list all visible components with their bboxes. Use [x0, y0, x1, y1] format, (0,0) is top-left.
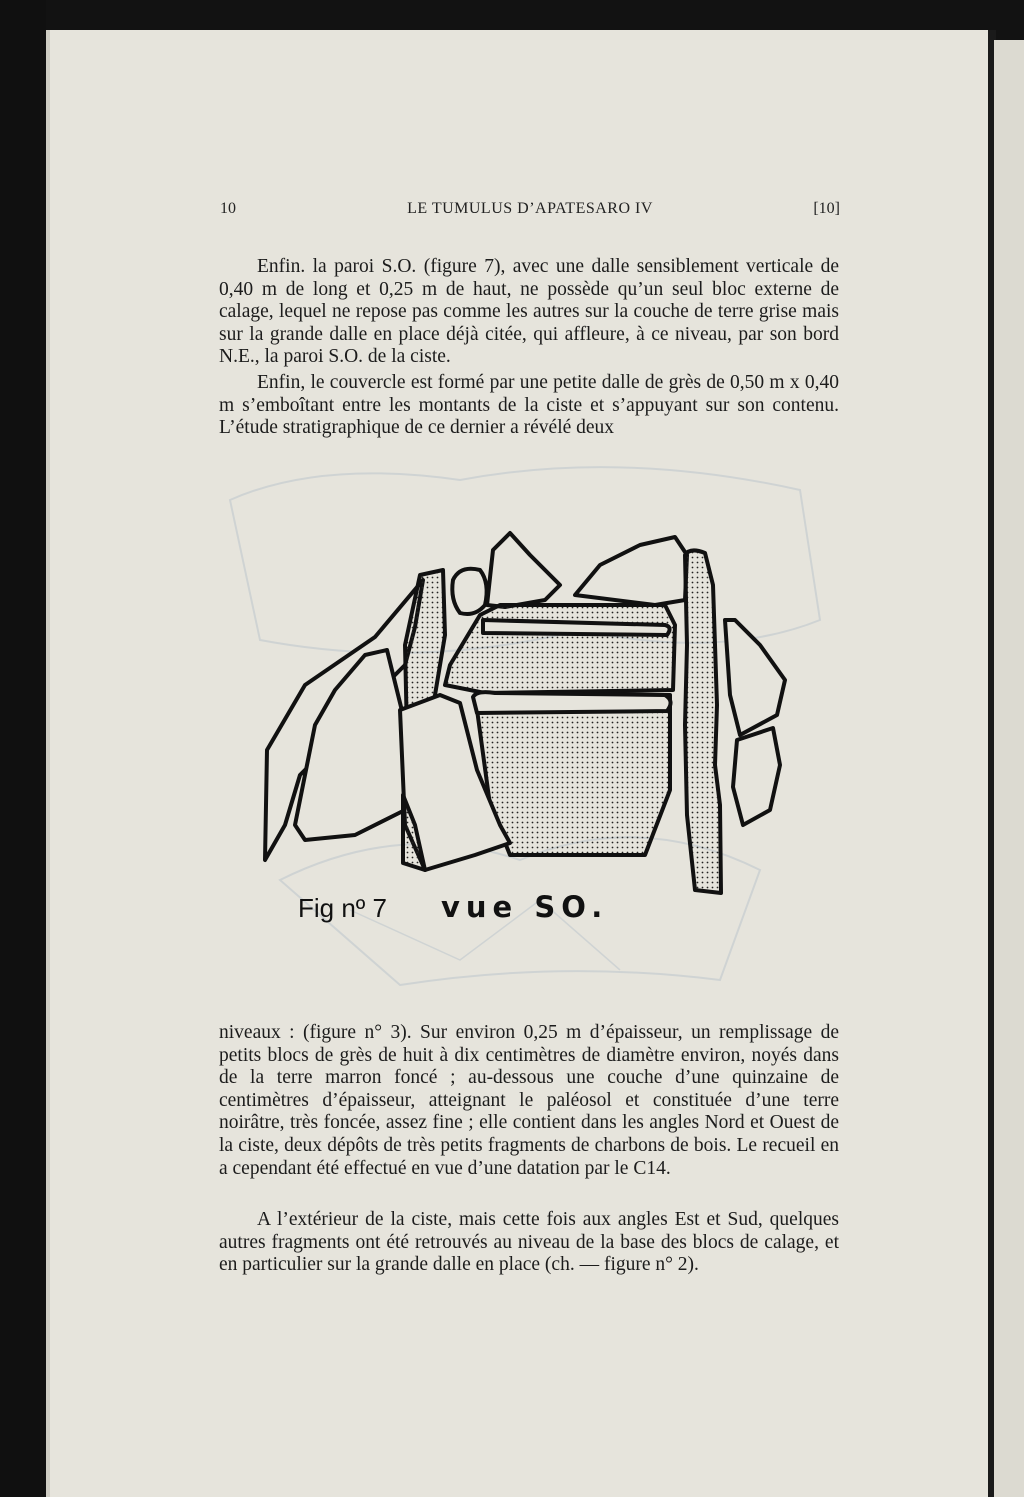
right-vertical-post: [685, 550, 721, 893]
right-lower-stone: [733, 728, 780, 825]
running-title: LE TUMULUS D’APATESARO IV: [407, 200, 653, 217]
paragraph: A l’extérieur de la ciste, mais cette fois aux angles Est et Sud, quelques autres fragments ont été retrouvés au niveau de la base des blocs de calage, et en particulier sur la grande dalle en place (ch. — figure n° 2).: [219, 1209, 839, 1276]
cist-drawing: [255, 525, 790, 905]
page-edge: [46, 30, 50, 1497]
facing-page-edge: [994, 40, 1024, 1497]
running-header: [220, 200, 840, 222]
top-right-stone: [575, 537, 687, 605]
paragraph: Enfin. la paroi S.O. (figure 7), avec une dalle sensiblement verticale de 0,40 m de long et 0,25 m de haut, ne possède qu’un seul bloc externe de calage, lequel ne repose pas comme les autres sur la couche de terre grise mais sur la grande dalle en place déjà citée, qui affleure, à ce niveau, par son bord N.E., la paroi S.O. de la ciste.: [219, 256, 839, 368]
figure-caption-view: vue SO.: [441, 890, 609, 924]
top-round-stone: [452, 569, 486, 614]
figure-caption-number: Fig nº 7: [298, 893, 387, 923]
central-slab-upper: [445, 605, 675, 693]
top-pointed-stone: [487, 533, 560, 607]
left-binding: [0, 0, 46, 1497]
page-ref: [10]: [813, 200, 840, 217]
paragraph: Enfin, le couvercle est formé par une petite dalle de grès de 0,50 m x 0,40 m s’emboîtant entre les montants de la ciste et s’appuyant sur son contenu. L’étude stratigraphique de ce dernier a révélé deux: [219, 372, 839, 439]
page-number: 10: [220, 200, 236, 217]
paragraph: niveaux : (figure n° 3). Sur environ 0,25 m d’épaisseur, un remplissage de petits blocs de grès de huit à dix centimètres de diamètre environ, noyés dans de la terre marron foncé ; au-dessous une couche d’une quinzaine de centimètres d’épaisseur, atteignant le paléosol et constituée d’une terre noirâtre, très foncée, assez fine ; elle contient dans les angles Nord et Ouest de la ciste, deux dépôts de très petits fragments de charbons de bois. Le recueil en a cependant été effectué en vue d’une datation par le C14.: [219, 1022, 839, 1179]
right-upper-stone: [725, 620, 785, 735]
horizontal-band-mid: [473, 692, 671, 713]
